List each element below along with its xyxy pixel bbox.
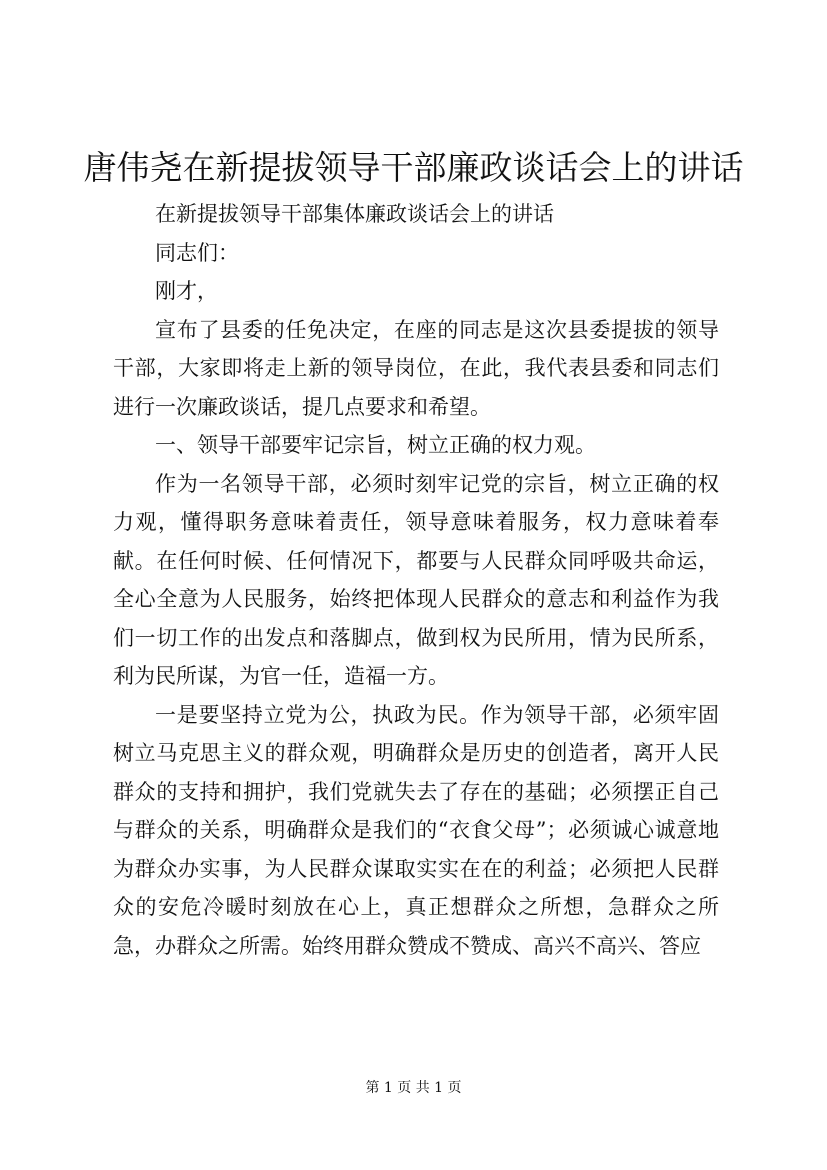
section-heading: 一、领导干部要牢记宗旨，树立正确的权力观。 xyxy=(155,433,596,457)
paragraph-subtitle: 在新提拔领导干部集体廉政谈话会上的讲话 xyxy=(155,202,554,226)
document-title: 唐伟尧在新提拔领导干部廉政谈话会上的讲话 xyxy=(83,148,744,187)
paragraph: 宣布了县委的任免决定，在座的同志是这次县委提拔的领导干部，大家即将走上新的领导岗位，在此，我代表县委和同志们进行一次廉政谈话，提几点要求和希望。 xyxy=(113,317,719,419)
paragraph: 一是要坚持立党为公，执政为民。作为领导干部，必须牢固树立马克思主义的群众观，明确群众是历史的创造者，离开人民群众的支持和拥护，我们党就失去了存在的基础；必须摆正自己与群众的关系，明确群众是我们的“衣食父母”；必须诚心诚意地为群众办实事，为人民群众谋取实实在在的利益；必须把人民群众的安危冷暖时刻放在心上，真正想群众之所想，急群众之所急，办群众之所需。始终用群众赞成不赞成、高兴不高兴、答应 xyxy=(113,702,719,958)
page-number: 第 1 页 共 1 页 xyxy=(365,1080,462,1096)
paragraph: 作为一名领导干部，必须时刻牢记党的宗旨，树立正确的权力观，懂得职务意味着责任，领导意味着服务，权力意味着奉献。在任何时候、任何情况下，都要与人民群众同呼吸共命运，全心全意为人民服务，始终把体现人民群众的意志和利益作为我们一切工作的出发点和落脚点，做到权为民所用，情为民所系，利为民所谋，为官一任，造福一方。 xyxy=(113,471,719,688)
paragraph: 刚才， xyxy=(155,279,218,303)
document-body xyxy=(113,195,719,965)
paragraph-salutation: 同志们： xyxy=(155,240,239,265)
